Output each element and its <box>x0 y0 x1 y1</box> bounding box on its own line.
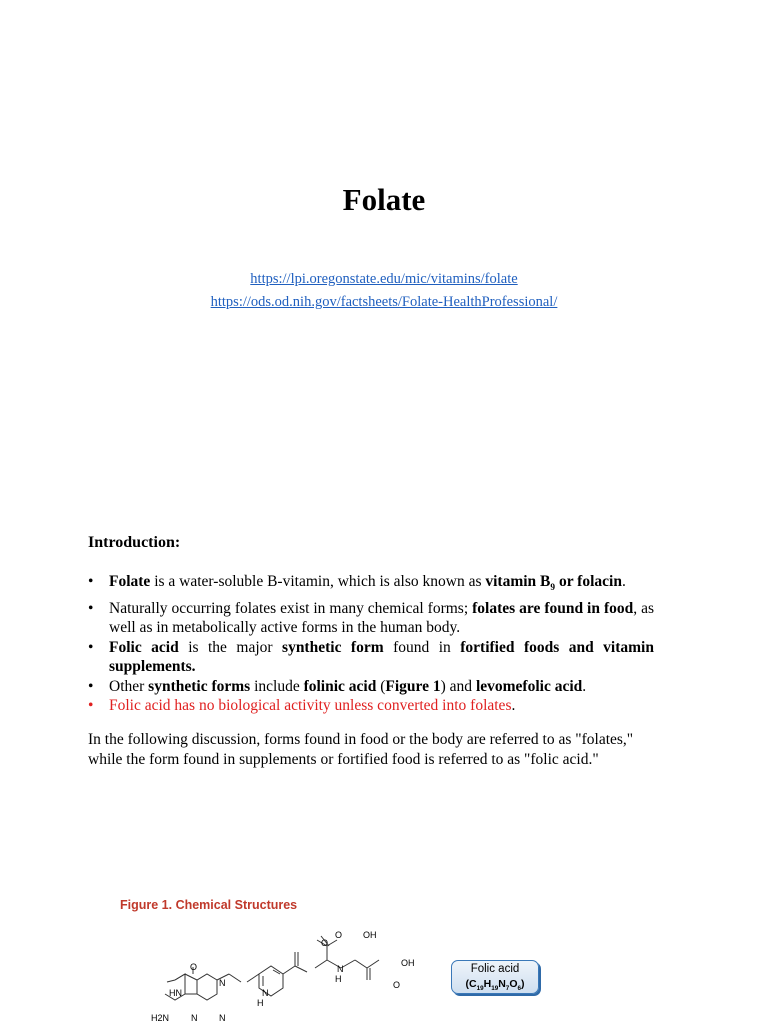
page-title: Folate <box>342 182 426 217</box>
link-oregonstate[interactable]: https://lpi.oregonstate.edu/mic/vitamins/folate <box>250 271 518 287</box>
atom-label: H <box>257 998 264 1008</box>
bullet-item: • Naturally occurring folates exist in many chemical forms; folates are found in food, as well as in metabolically active forms in the human body. <box>88 599 654 638</box>
atom-label: HN <box>169 988 182 998</box>
reference-links <box>0 268 768 314</box>
atom-label: N <box>219 978 226 988</box>
atom-label: O <box>393 980 401 990</box>
atom-label: O <box>190 962 198 972</box>
atom-label: N <box>262 988 269 998</box>
badge-formula: $(C_{19}H_{19}N_7O_6)$ <box>465 978 525 993</box>
folic-acid-badge <box>451 960 539 994</box>
bullet-item: • Other synthetic forms include folinic acid (Figure 1) and levomefolic acid. <box>88 677 654 697</box>
bullet-item: • Folic acid is the major synthetic form found in fortified foods and vitamin supplements. <box>88 638 654 677</box>
bullet-item: • Folate is a water-soluble B-vitamin, which is also known as vitamin $B_9$ or folacin. <box>88 572 654 599</box>
atom-label: N <box>337 964 344 974</box>
link-nih[interactable]: https://ods.od.nih.gov/factsheets/Folate-HealthProfessional/ <box>210 294 558 310</box>
atom-label: OH <box>401 958 415 968</box>
atom-label: N <box>191 1013 198 1023</box>
atom-label: H <box>335 974 342 984</box>
atom-label: H2N <box>151 1013 170 1023</box>
atom-label: OH <box>363 930 377 940</box>
figure-title: Figure 1. Chemical Structures <box>120 898 298 912</box>
bullet-item: • Folic acid has no biological activity unless converted into folates. <box>88 696 654 716</box>
discussion-paragraph: In the following discussion, forms found in food or the body are referred to as "folates," while the form found in supplements or fortified food is referred to as "folic acid." <box>88 731 634 768</box>
intro-bullet-list <box>88 572 654 716</box>
folic-acid-structure <box>145 922 435 1024</box>
atom-label: N <box>219 1013 226 1023</box>
intro-heading: Introduction: <box>88 534 181 551</box>
badge-name: Folic acid <box>470 963 520 975</box>
atom-label: O <box>321 938 329 948</box>
atom-label: O <box>335 930 343 940</box>
